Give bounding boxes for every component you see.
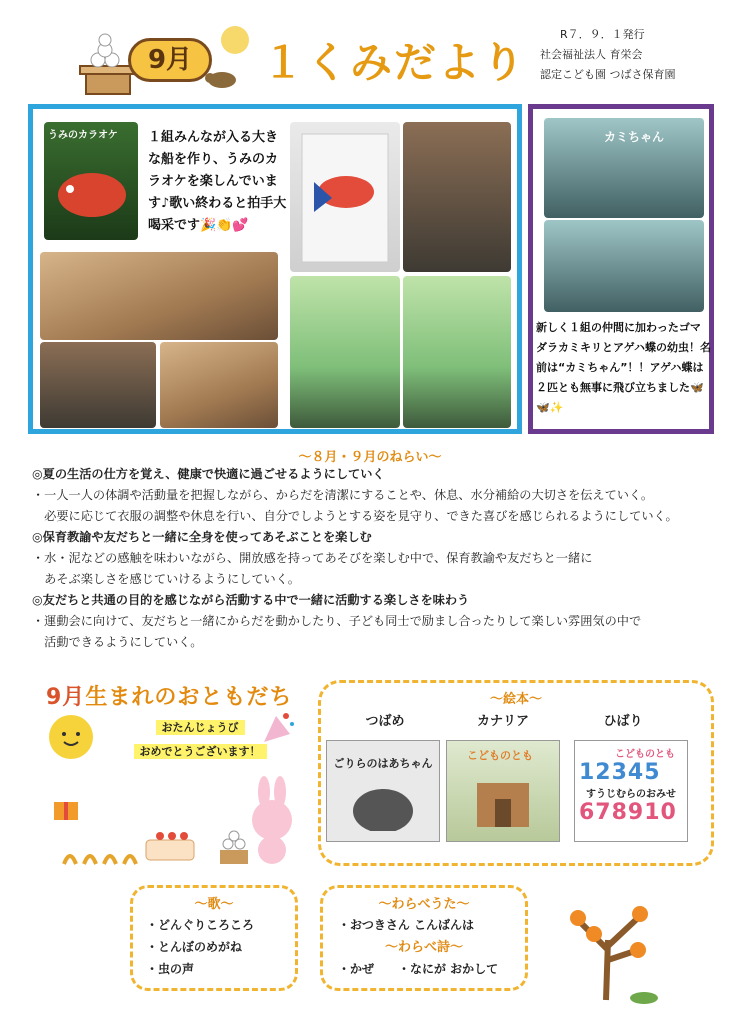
moon-face-icon (44, 710, 98, 764)
songs-title: ～歌～ (194, 897, 234, 912)
children-play-photo-2 (160, 342, 278, 428)
butterfly-photo (544, 220, 704, 312)
karaoke-caption: １組みんなが入る大きな船を作り、うみのカラオケを楽しんでいます♪歌い終わると拍手大喝采です🎉👏💕 (148, 130, 287, 233)
moon-icon (210, 20, 260, 60)
children-singing-photo-1 (403, 122, 511, 272)
book-cover-title: うみのカラオケ (48, 130, 118, 141)
aim-heading: ◎夏の生活の仕方を覚え、健康で快適に過ごせるようにしていく (32, 467, 385, 481)
book-class-tsubame: つばめ (365, 714, 405, 729)
books-title: ～絵本～ (489, 692, 542, 707)
aim-line: ・一人一人の体調や活動量を把握しながら、からだを清潔にすることや、休息、水分補給の大切さを伝えていく。 (32, 488, 654, 502)
children-singing-photo-2 (290, 276, 400, 428)
issue-date: R７．９．１発行 (560, 28, 645, 41)
book-cover-photo (44, 122, 138, 240)
songs-list (146, 914, 254, 980)
book-cover-gorilla (326, 740, 440, 842)
persimmon-tree-icon (548, 880, 668, 1010)
book-cover-kanaria (446, 740, 560, 842)
number-row-top: 12345 (579, 760, 661, 785)
birthday-message (130, 716, 270, 764)
song-item: ・どんぐりころころ (146, 918, 255, 932)
warabe-title: ～わらべうた～ (378, 897, 470, 912)
book-class-kanaria: カナリア (476, 714, 529, 729)
aims-body (32, 464, 722, 653)
warabe-item: ・おつきさん こんばんは (338, 918, 475, 932)
book-cover-kanaria-title: こどものとも (467, 749, 533, 762)
book-cover-hibari-sub: こどものとも (615, 749, 675, 760)
kamichan-caption: 新しく１組の仲間に加わったゴマダラカミキリとアゲハ蝶の幼虫！名前は“カミちゃん”！！アゲハ蝶は２匹とも無事に飛び立ちました🦋🦋✨ (536, 321, 712, 414)
gorilla-illustration-icon (327, 771, 439, 831)
warabe-poem-title: ～わらべ詩～ (384, 940, 463, 955)
song-item: ・虫の声 (146, 962, 195, 976)
gift-icon (50, 790, 82, 822)
aim-line: ・運動会に向けて、友だちと一緒にからだを動かしたり、子ども同士で励まし合ったりして楽しい雰囲気の中で (32, 614, 642, 628)
aim-line: 活動できるようにしていく。 (32, 635, 203, 649)
book-cover-gorilla-title: ごりらのはあちゃん (333, 757, 433, 770)
aim-line: ・水・泥などの感触を味わいながら、開放感を持ってあそびを楽しむ中で、保育教諭や友だちと一緒に (32, 551, 593, 565)
boat-play-photo (40, 252, 278, 340)
birthday-title-month: 9月 (46, 685, 86, 710)
school-name: 認定こども園 つばさ保育園 (540, 68, 676, 81)
pegboard-photo (290, 122, 400, 272)
children-singing-photo-3 (403, 276, 511, 428)
autumn-grass-icon (60, 846, 150, 866)
header (0, 0, 740, 100)
warabe-poems: ・かぜ ・なにが おかして (338, 962, 499, 976)
book-cover-hibari-title: すうじむらのおみせ (586, 789, 676, 800)
birthday-title-rest: 生まれのおともだち (85, 685, 293, 710)
birthday-line-1: おたんじょうび (156, 720, 245, 735)
aim-line: 必要に応じて衣服の調整や休息を行い、自分でしようとする姿を見守り、できた喜びを感じられるようにしていく。 (32, 509, 678, 523)
aims-title: ～８月・９月のねらい～ (298, 450, 442, 465)
book-class-hibari: ひばり (603, 714, 643, 729)
book-cover-hibari (574, 740, 688, 842)
page-title: １くみだより (262, 38, 527, 87)
house-illustration-icon (447, 763, 559, 833)
aim-line: あそぶ楽しさを感じていけるようにしていく。 (32, 572, 300, 586)
song-item: ・とんぼのめがね (146, 940, 243, 954)
children-play-photo-1 (40, 342, 156, 428)
aim-heading: ◎友だちと共通の目的を感じながら活動する中で一緒に活動する楽しさを味わう (32, 593, 470, 607)
party-popper-icon (258, 708, 298, 748)
month-badge: 9月 (128, 38, 212, 82)
rabbit-icon (246, 776, 298, 866)
number-row-bottom: 678910 (579, 800, 677, 825)
kamichan-label: カミちゃん (604, 130, 665, 144)
birthday-line-2: おめでとうございます！ (134, 744, 267, 759)
pegboard-fish-icon (290, 122, 400, 272)
organization: 社会福祉法人 育栄会 (540, 48, 643, 61)
birthday-title (46, 680, 292, 711)
aim-heading: ◎保育教諭や友だちと一緒に全身を使ってあそぶことを楽しむ (32, 530, 372, 544)
fish-illustration-icon (44, 145, 138, 235)
